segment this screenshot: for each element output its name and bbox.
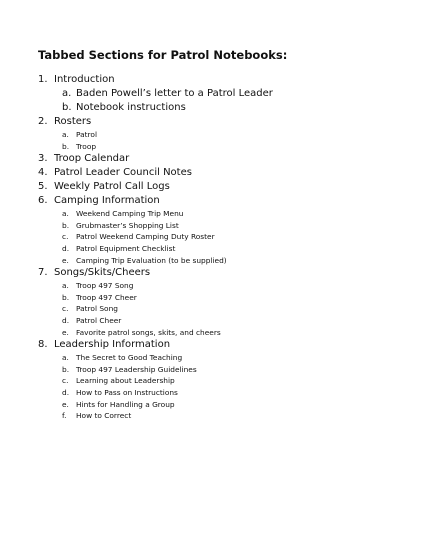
item-letter: b. [62,141,70,151]
item-label: Camping Trip Evaluation (to be supplied) [76,255,227,265]
section-heading [38,339,408,353]
list-item [38,293,408,305]
item-letter: e. [62,327,69,337]
list-item [38,88,408,102]
item-letter: c. [62,304,69,314]
section-heading [38,74,408,88]
section-heading [38,116,408,130]
item-letter: c. [62,232,69,242]
list-item [38,411,408,423]
list-item [38,232,408,244]
item-letter: a. [62,353,69,363]
item-letter: f. [62,411,67,421]
item-label: Patrol Equipment Checklist [76,243,176,253]
item-label: Troop [76,141,97,151]
list-item [38,388,408,400]
item-letter: d. [62,387,70,397]
section-label: Troop Calendar [54,153,130,165]
page-title: Tabbed Sections for Patrol Notebooks: [38,48,288,62]
section-label: Weekly Patrol Call Logs [54,181,170,193]
section-heading [38,153,408,167]
item-letter: e. [62,399,69,409]
item-letter: a. [62,88,72,99]
section-number: 2. [38,116,48,127]
item-label: How to Pass on Instructions [76,387,178,397]
item-letter: a. [62,209,69,219]
section-heading [38,195,408,209]
list-item [38,102,408,116]
table-of-contents [38,74,408,423]
item-label: Baden Powell’s letter to a Patrol Leader [76,88,273,99]
section-number: 4. [38,167,48,179]
item-letter: b. [62,220,70,230]
item-label: Weekend Camping Trip Menu [76,209,184,219]
list-item [38,142,408,154]
item-letter: d. [62,243,70,253]
item-label: Grubmaster’s Shopping List [76,220,179,230]
section-label: Introduction [54,74,115,85]
list-item [38,130,408,142]
section-label: Songs/Skits/Cheers [54,267,151,279]
item-label: The Secret to Good Teaching [76,353,183,363]
item-label: Notebook instructions [76,102,186,113]
item-label: Troop 497 Leadership Guidelines [76,364,197,374]
list-item [38,304,408,316]
list-item [38,365,408,377]
list-item [38,328,408,340]
item-letter: e. [62,255,69,265]
item-label: Patrol Song [76,304,118,314]
item-label: Patrol [76,130,98,139]
item-letter: b. [62,364,70,374]
item-label: Favorite patrol songs, skits, and cheers [76,327,221,337]
item-label: Hints for Handling a Group [76,399,175,409]
item-letter: a. [62,281,69,291]
list-item [38,256,408,268]
section-number: 1. [38,74,48,85]
list-item [38,353,408,365]
section-heading [38,167,408,181]
item-label: How to Correct [76,411,132,421]
item-label: Troop 497 Cheer [76,292,137,302]
section-heading [38,181,408,195]
item-label: Patrol Weekend Camping Duty Roster [76,232,215,242]
section-label: Leadership Information [54,339,171,351]
item-letter: b. [62,102,72,113]
section-number: 7. [38,267,48,279]
item-label: Troop 497 Song [76,281,134,291]
list-item [38,221,408,233]
item-letter: d. [62,315,70,325]
list-item [38,400,408,412]
section-heading [38,267,408,281]
section-number: 8. [38,339,48,351]
list-item [38,209,408,221]
list-item [38,376,408,388]
item-letter: a. [62,130,69,139]
item-letter: b. [62,292,70,302]
item-label: Learning about Leadership [76,376,175,386]
section-label: Rosters [54,116,92,127]
section-label: Camping Information [54,195,160,207]
list-item [38,281,408,293]
section-number: 5. [38,181,48,193]
item-label: Patrol Cheer [76,315,122,325]
section-number: 6. [38,195,48,207]
section-number: 3. [38,153,48,165]
list-item [38,316,408,328]
section-label: Patrol Leader Council Notes [54,167,192,179]
item-letter: c. [62,376,69,386]
list-item [38,244,408,256]
